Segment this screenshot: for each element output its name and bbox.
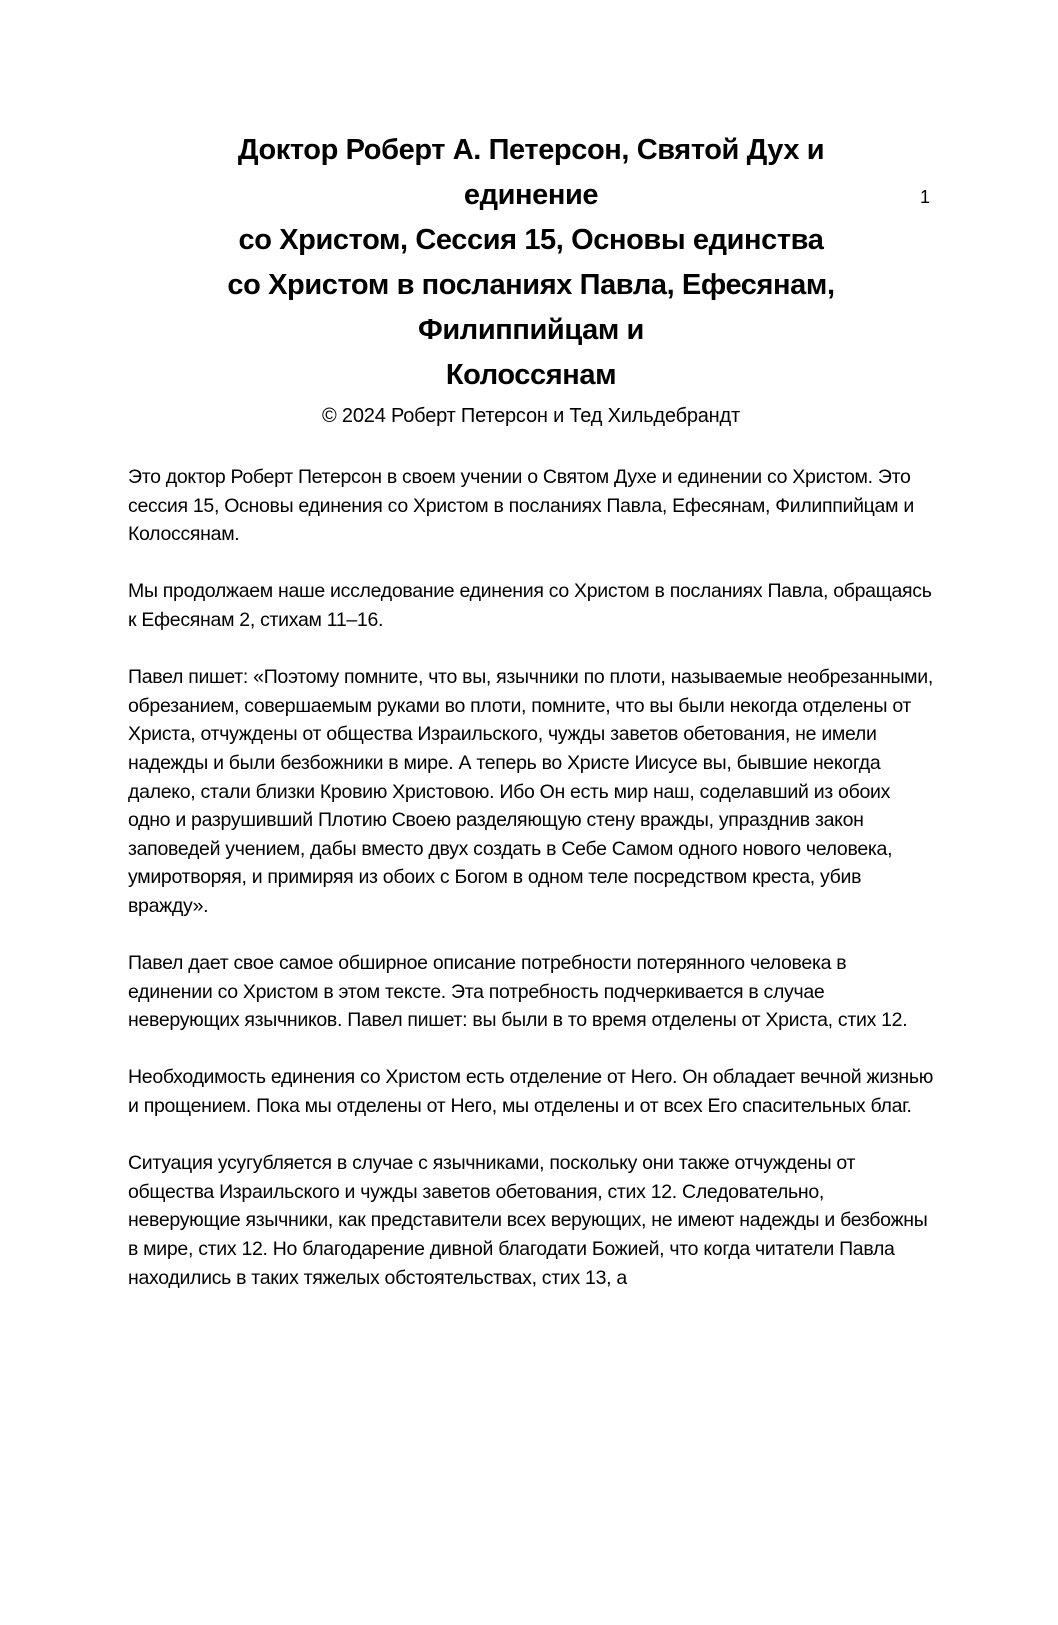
- title-line: Филиппийцам и: [418, 314, 644, 346]
- body-paragraph: Это доктор Роберт Петерсон в своем учении о Святом Духе и единении со Христом. Это сессия 15, Основы единения со Христом в посланиях Павла, Ефесянам, Филиппийцам и Колоссянам.: [128, 466, 914, 546]
- body-paragraph: Павел пишет: «Поэтому помните, что вы, язычники по плоти, называемые необрезанными, обрезанием, совершаемым руками во плоти, помните, что вы были некогда отделены от Христа, отчуждены от общества Израильского, чужды заветов обетования, не имели надежды и были безбожники в мире. А теперь во Христе Иисусе вы, бывшие некогда далеко, стали близки Кровию Христовою. Ибо Он есть мир наш, соделавший из обоих одно и разрушивший Плотию Своею разделяющую стену вражды, упразднив закон заповедей учением, дабы вместо двух создать в Себе Самом одного нового человека, умиротворяя, и примиряя из обоих с Богом в одном теле посредством креста, убив вражду».: [128, 666, 933, 917]
- title-line: со Христом в посланиях Павла, Ефесянам,: [227, 269, 835, 301]
- title-line: Колоссянам: [445, 359, 617, 391]
- body-paragraph: Необходимость единения со Христом есть отделение от Него. Он обладает вечной жизнью и прощением. Пока мы отделены от Него, мы отделены и от всех Его спасительных благ.: [128, 1066, 934, 1118]
- document-body: [128, 463, 934, 1292]
- page-number: 1: [919, 187, 930, 207]
- title-line: со Христом, Сессия 15, Основы единства: [238, 224, 824, 256]
- copyright-line: © 2024 Роберт Петерсон и Тед Хильдебрандт: [322, 405, 740, 427]
- title-line: Доктор Роберт А. Петерсон, Святой Дух и: [237, 134, 825, 166]
- body-paragraph: Павел дает свое самое обширное описание потребности потерянного человека в единении со Христом в этом тексте. Эта потребность подчеркивается в случае неверующих язычников. Павел пишет: вы были в то время отделены от Христа, стих 12.: [128, 952, 908, 1032]
- title-line: единение: [463, 179, 599, 211]
- document-page: [0, 128, 1058, 1625]
- document-title: [128, 128, 934, 398]
- body-paragraph: Ситуация усугубляется в случае с язычниками, поскольку они также отчуждены от общества Израильского и чужды заветов обетования, стих 12. Следовательно, неверующие язычники, как представители всех верующих, не имеют надежды и безбожны в мире, стих 12. Но благодарение дивной благодати Божией, что когда читатели Павла находились в таких тяжелых обстоятельствах, стих 13, а: [128, 1152, 928, 1289]
- body-paragraph: Мы продолжаем наше исследование единения со Христом в посланиях Павла, обращаясь к Ефесянам 2, стихам 11–16.: [128, 580, 932, 631]
